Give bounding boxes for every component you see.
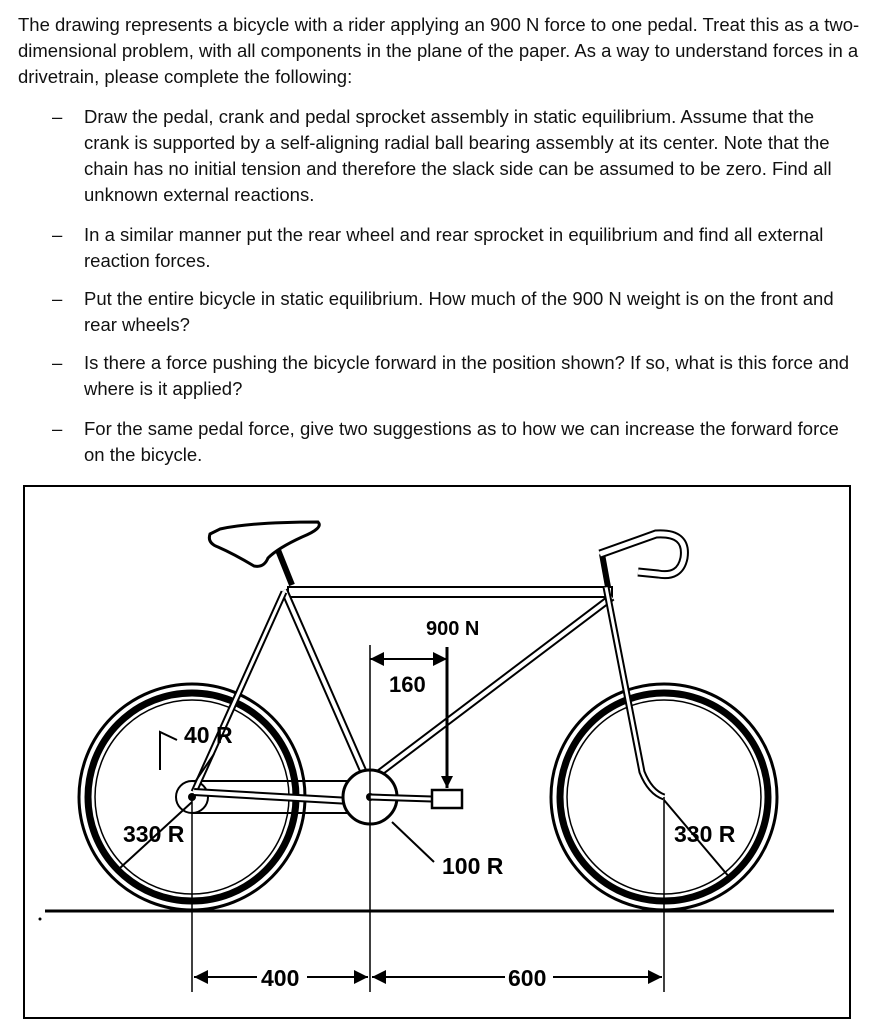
rear-sprocket-leader-diag (195, 754, 214, 782)
task-text: Draw the pedal, crank and pedal sprocket assembly in static equilibrium. Assume that the crank is supported by a self-aligning radial ball bearing assembly at its center. Note that the chain has no initial tension and therefore the slack side can be assumed to be zero. Find all unknown external reactions. (84, 106, 832, 205)
problem-intro: The drawing represents a bicycle with a rider applying an 900 N force to one pedal. Treat this as a two-dimensional problem, with all components in the plane of the paper. As a way to understand forces in a drivetrain, please complete the following: (18, 14, 860, 87)
pedal (432, 790, 462, 808)
rear-sprocket-leader (160, 732, 177, 770)
task-text: Put the entire bicycle in static equilibrium. How much of the 900 N weight is on the front and rear wheels? (84, 288, 834, 335)
bullet-dash: – (52, 106, 63, 127)
task-text: In a similar manner put the rear wheel and rear sprocket in equilibrium and find all external reaction forces. (84, 224, 824, 271)
seat (209, 522, 319, 566)
rear-distance-label: 400 (261, 965, 300, 991)
rear-sprocket-label: 40 R (184, 722, 233, 748)
ground-dot (39, 918, 42, 921)
force-label: 900 N (426, 618, 480, 640)
pedal-offset-label: 160 (389, 672, 426, 697)
bullet-dash: – (52, 288, 63, 309)
bicycle-frame (194, 550, 664, 802)
bicycle-figure (23, 485, 851, 1019)
crank-arm-inner (370, 797, 432, 799)
bullet-dash: – (52, 352, 63, 373)
front-distance-label: 600 (508, 965, 547, 991)
front-wheel-label: 330 R (674, 821, 736, 847)
task-text: Is there a force pushing the bicycle forward in the position shown? If so, what is this force and where is it applied? (84, 352, 850, 399)
rear-wheel-label: 330 R (123, 821, 185, 847)
crank-radius-label: 100 R (442, 853, 504, 879)
bullet-dash: – (52, 224, 63, 245)
task-text: For the same pedal force, give two suggestions as to how we can increase the forward force on the bicycle. (84, 418, 839, 465)
bicycle-diagram (25, 487, 849, 1017)
crank-radius-leader (392, 822, 434, 862)
bullet-dash: – (52, 418, 63, 439)
